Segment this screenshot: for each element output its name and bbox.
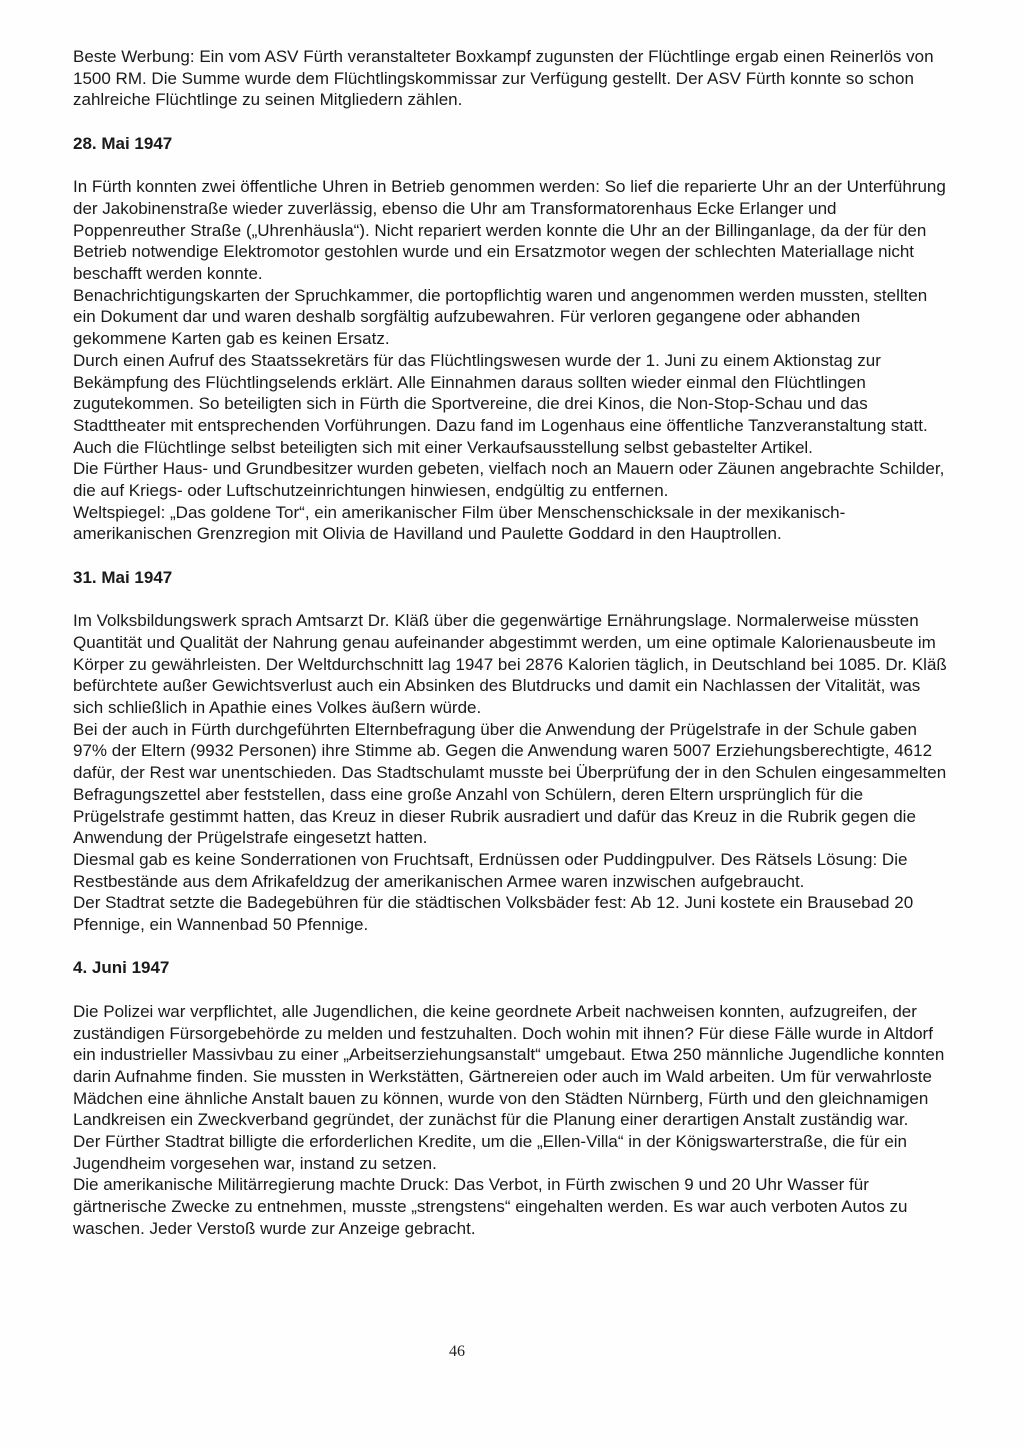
paragraph-ernaehrungslage: Im Volksbildungswerk sprach Amtsarzt Dr. Kläß über die gegenwärtige Ernährungslage. Normalerweise müssten Quantität und Qualität der Nahrung genau aufeinander abgestimmt werden, um eine optimale Kalorienausbeute im Körper zu gewährleisten. Der Weltdurchschnitt lag 1947 bei 2876 Kalorien täglich, in Deutschland bei 1085. Dr. Kläß befürchtete außer Gewichtsverlust auch ein Absinken des Blutdrucks und damit ein Nachlassen der Vitalität, was sich schließlich in Apathie eines Volkes äußern würde. xyxy=(73,611,947,718)
paragraph-sonderrationen: Diesmal gab es keine Sonderrationen von Fruchtsaft, Erdnüssen oder Puddingpulver. Des Rätsels Lösung: Die Restbestände aus dem Afrikafeldzug der amerikanischen Armee waren inzwischen aufgebraucht. xyxy=(73,849,908,891)
section-heading-31-mai-1947: 31. Mai 1947 xyxy=(73,567,173,587)
paragraph-benachrichtigungskarten: Benachrichtigungskarten der Spruchkammer, die portopflichtig waren und angenommen werden mussten, stellten ein Dokument dar und waren deshalb sorgfältig aufzubewahren. Für verloren gegangene oder abhanden gekommene Karten gab es keinen Ersatz. xyxy=(73,285,928,349)
paragraph-grundbesitzer: Die Fürther Haus- und Grundbesitzer wurden gebeten, vielfach noch an Mauern oder Zäunen angebrachte Schilder, die auf Kriegs- oder Luftschutzeinrichtungen hinwiesen, endgültig zu entfernen. xyxy=(73,459,945,501)
paragraph-jugendliche: Die Polizei war verpflichtet, alle Jugendlichen, die keine geordnete Arbeit nachweisen konnten, aufzugreifen, der zuständigen Fürsorgebehörde zu melden und festzuhalten. Doch wohin mit ihnen? Für diese Fälle wurde in Altdorf ein industrieller Massivbau zu einer „Arbeitserziehungsanstalt“ umgebaut. Etwa 250 männliche Jugendliche konnten darin Aufnahme finden. Sie mussten in Werkstätten, Gärtnereien oder auch im Wald arbeiten. Um für verwahrloste Mädchen eine ähnliche Anstalt bauen zu können, wurde von den Städten Nürnberg, Fürth und den gleichnamigen Landkreisen ein Zweckverband gegründet, der zunächst für die Planung einer derartigen Anstalt zuständig war. xyxy=(73,1001,945,1130)
paragraph-aktionstag: Durch einen Aufruf des Staatssekretärs für das Flüchtlingswesen wurde der 1. Juni zu einem Aktionstag zur Bekämpfung des Flüchtlingselends erklärt. Alle Einnahmen daraus sollten wieder einmal den Flüchtlingen zugutekommen. So beteiligten sich in Fürth die Sportvereine, die drei Kinos, die Non-Stop-Schau und das Stadttheater mit entsprechenden Vorführungen. Dazu fand im Logenhaus eine öffentliche Tanzveranstaltung statt. Auch die Flüchtlinge selbst beteiligten sich mit einer Verkaufsausstellung selbst gebastelter Artikel. xyxy=(73,350,928,457)
paragraph-ellen-villa: Der Fürther Stadtrat billigte die erforderlichen Kredite, um die „Ellen-Villa“ in der Königswarterstraße, die für ein Jugendheim vorgesehen war, instand zu setzen. xyxy=(73,1132,908,1173)
section-heading-4-juni-1947: 4. Juni 1947 xyxy=(73,958,170,978)
paragraph-beste-werbung: Beste Werbung: Ein vom ASV Fürth veranstalteter Boxkampf zugunsten der Flüchtlinge ergab einen Reinerlös von 1500 RM. Die Summe wurde dem Flüchtlingskommissar zur Verfügung gestellt. Der ASV Fürth konnte so schon zahlreiche Flüchtlinge zu seinen Mitgliedern zählen. xyxy=(73,47,934,110)
paragraph-weltspiegel: Weltspiegel: „Das goldene Tor“, ein amerikanischer Film über Menschenschicksale in der mexikanisch-amerikanischen Grenzregion mit Olivia de Havilland und Paulette Goddard in den Hauptrollen. xyxy=(73,502,846,544)
page-footer xyxy=(73,1340,951,1363)
section-heading-28-mai-1947: 28. Mai 1947 xyxy=(73,133,173,153)
paragraph-uhren: In Fürth konnten zwei öffentliche Uhren in Betrieb genommen werden: So lief die reparierte Uhr an der Unterführung der Jakobinenstraße wieder zuverlässig, ebenso die Uhr am Transformatorenhaus Ecke Erlanger und Poppenreuther Straße („Uhrenhäusla“). Nicht repariert werden konnte die Uhr an der Billinganlage, da der für den Betrieb notwendige Elektromotor gestohlen wurde und ein Ersatzmotor wegen der schlechten Materiallage nicht beschafft werden konnte. xyxy=(73,177,946,283)
paragraph-badegebuehren: Der Stadtrat setzte die Badegebühren für die städtischen Volksbäder fest: Ab 12. Juni kostete ein Brausebad 20 Pfennige, ein Wannenbad 50 Pfennige. xyxy=(73,893,914,935)
paragraph-militaerregierung: Die amerikanische Militärregierung machte Druck: Das Verbot, in Fürth zwischen 9 und 20 Uhr Wasser für gärtnerische Zwecke zu entnehmen, musste „strengstens“ eingehalten werden. Es war auch verboten Autos zu waschen. Jeder Verstoß wurde zur Anzeige gebracht. xyxy=(73,1175,908,1238)
paragraph-elternbefragung: Bei der auch in Fürth durchgeführten Elternbefragung über die Anwendung der Prügelstrafe in der Schule gaben 97% der Eltern (9932 Personen) ihre Stimme ab. Gegen die Anwendung waren 5007 Erziehungsberechtigte, 4612 dafür, der Rest war unentschieden. Das Stadtschulamt musste bei Überprüfung der in den Schulen eingesammelten Befragungszettel aber feststellen, dass eine große Anzahl von Schülern, deren Eltern ursprünglich für die Prügelstrafe gestimmt hatten, das Kreuz in dieser Rubrik ausradiert und dafür das Kreuz in die Rubrik gegen die Anwendung der Prügelstrafe eingesetzt hatten. xyxy=(73,719,947,848)
page-number: 46 xyxy=(449,1343,465,1360)
document-content xyxy=(73,46,951,1240)
